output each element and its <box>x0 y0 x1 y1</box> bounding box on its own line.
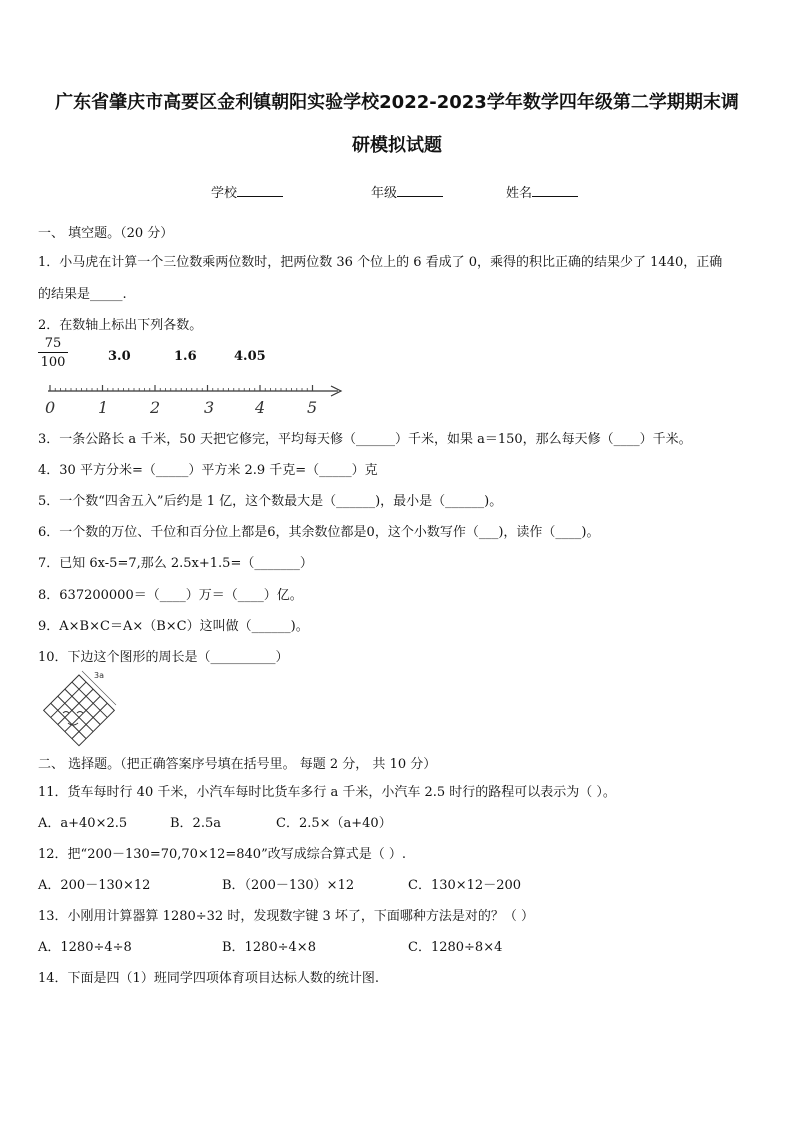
q12-option-b: B．（200－130）×12 <box>222 878 355 893</box>
q12-option-a: A．200－130×12 <box>38 878 151 893</box>
name-label: 姓名 <box>506 186 533 201</box>
number-line-ticks <box>50 385 313 391</box>
q2-value-2: 1.6 <box>174 349 197 364</box>
q2-value-3: 4.05 <box>234 349 266 364</box>
axis-label-4: 4 <box>255 398 266 417</box>
axis-label-3: 3 <box>204 398 215 417</box>
q2-value-1: 3.0 <box>108 349 131 364</box>
q10-text: 10．下边这个图形的周长是（__________） <box>38 650 289 665</box>
exam-title-line2: 研模拟试题 <box>352 135 442 156</box>
q9-text: 9．A×B×C＝A×（B×C）这叫做（______)。 <box>38 619 309 634</box>
school-blank <box>237 184 283 197</box>
q7-text: 7．已知 6x-5=7,那么 2.5x+1.5=（_______） <box>38 556 313 571</box>
q3-text: 3．一条公路长 a 千米，50 天把它修完，平均每天修（______）千米，如果 a＝150，那么每天修（____）千米。 <box>38 432 692 447</box>
grade-blank <box>397 184 443 197</box>
name-blank <box>532 184 578 197</box>
q12-option-c: C．130×12－200 <box>408 878 522 893</box>
fraction-numerator: 75 <box>38 336 68 353</box>
number-line <box>40 378 360 418</box>
axis-label-2: 2 <box>150 398 161 417</box>
axis-label-1: 1 <box>98 398 109 417</box>
q12-text: 12．把“200－130=70,70×12=840”改写成综合算式是（ ）. <box>38 847 406 862</box>
number-line-labels <box>45 398 317 417</box>
q13-option-c: C．1280÷8×4 <box>408 940 503 955</box>
school-field <box>211 182 283 201</box>
q1-line1: 1．小马虎在计算一个三位数乘两位数时，把两位数 36 个位上的 6 看成了 0，乘得的积比正确的结果少了 1440，正确 <box>38 255 723 270</box>
q6-text: 6．一个数的万位、千位和百分位上都是6，其余数位都是0，这个小数写作（___)，读作（____)。 <box>38 525 600 540</box>
section2-title: 二、 选择题。（把正确答案序号填在括号里。 每题 2 分， 共 10 分） <box>38 757 437 772</box>
figure-label: 3a <box>94 671 104 680</box>
exam-title-line1: 广东省肇庆市高要区金利镇朝阳实验学校2022-2023学年数学四年级第二学期期末调 <box>55 92 739 113</box>
q11-option-b: B．2.5a <box>170 816 221 831</box>
name-field <box>506 182 578 201</box>
q2-fraction <box>38 336 68 370</box>
fraction-denominator: 100 <box>40 355 66 370</box>
grade-label: 年级 <box>371 186 398 201</box>
grid-outline <box>44 675 115 746</box>
school-label: 学校 <box>211 186 238 201</box>
rotated-grid <box>44 675 115 746</box>
q14-text: 14．下面是四（1）班同学四项体育项目达标人数的统计图. <box>38 971 379 986</box>
q5-text: 5．一个数“四舍五入”后约是 1 亿，这个数最大是（______)，最小是（______)。 <box>38 494 503 509</box>
q13-option-b: B．1280÷4×8 <box>222 940 316 955</box>
q11-text: 11．货车每时行 40 千米，小汽车每时比货车多行 a 千米，小汽车 2.5 时行的路程可以表示为（ ）。 <box>38 785 616 800</box>
q11-option-a: A．a+40×2.5 <box>38 816 128 831</box>
q10-grid-figure <box>36 667 122 753</box>
q1-line2: 的结果是_____. <box>38 287 127 302</box>
section1-title: 一、 填空题。（20 分） <box>38 226 174 241</box>
axis-label-0: 0 <box>45 398 56 417</box>
q4-text: 4．30 平方分米=（_____）平方米 2.9 千克=（_____）克 <box>38 463 378 478</box>
axis-label-5: 5 <box>307 398 318 417</box>
q13-option-a: A．1280÷4÷8 <box>38 940 132 955</box>
q2-text: 2．在数轴上标出下列各数。 <box>38 318 203 333</box>
grade-field <box>371 182 443 201</box>
q11-option-c: C．2.5×（a+40） <box>276 816 392 831</box>
q13-text: 13．小刚用计算器算 1280÷32 时，发现数字键 3 坏了，下面哪种方法是对的？（ ） <box>38 909 534 924</box>
q8-text: 8．637200000＝（____）万＝（____）亿。 <box>38 588 303 603</box>
